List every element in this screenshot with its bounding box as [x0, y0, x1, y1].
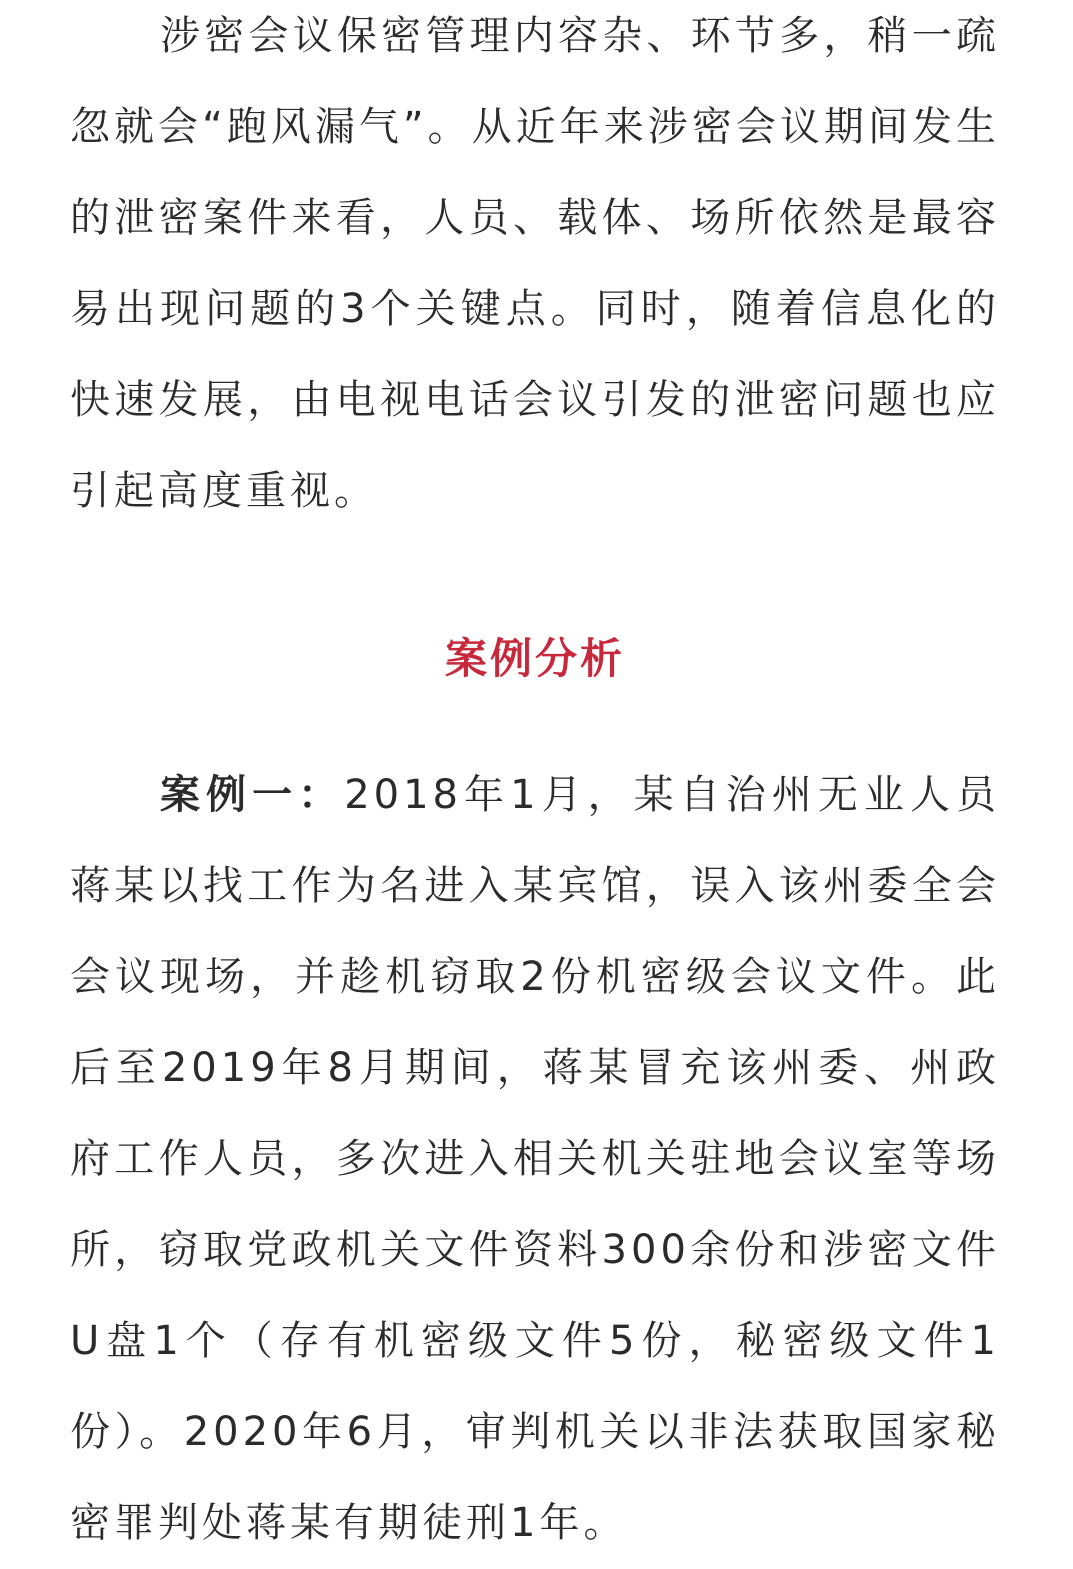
intro-paragraph: 涉密会议保密管理内容杂、环节多，稍一疏忽就会“跑风漏气”。从近年来涉密会议期间发生的泄密案件来看，人员、载体、场所依然是最容易出现问题的3个关键点。同时，随着信息化的快速发展，由电视电话会议引发的泄密问题也应引起高度重视。 [70, 13, 1000, 514]
case-one-label: 案例一： [160, 772, 345, 818]
case-one-text: 2018年1月，某自治州无业人员蒋某以找工作为名进入某宾馆，误入该州委全会会议现场，并趁机窃取2份机密级会议文件。此后至2019年8月期间，蒋某冒充该州委、州政府工作人员，多次进入相关机关驻地会议室等场所，窃取党政机关文件资料300余份和涉密文件U盘1个（存有机密级文件5份，秘密级文件1份）。2020年6月，审判机关以非法获取国家秘密罪判处蒋某有期徒刑1年。 [70, 772, 1000, 1546]
case-one-paragraph [70, 750, 1000, 1569]
section-heading: 案例分析 [444, 634, 625, 683]
article-body [70, 0, 1000, 1569]
